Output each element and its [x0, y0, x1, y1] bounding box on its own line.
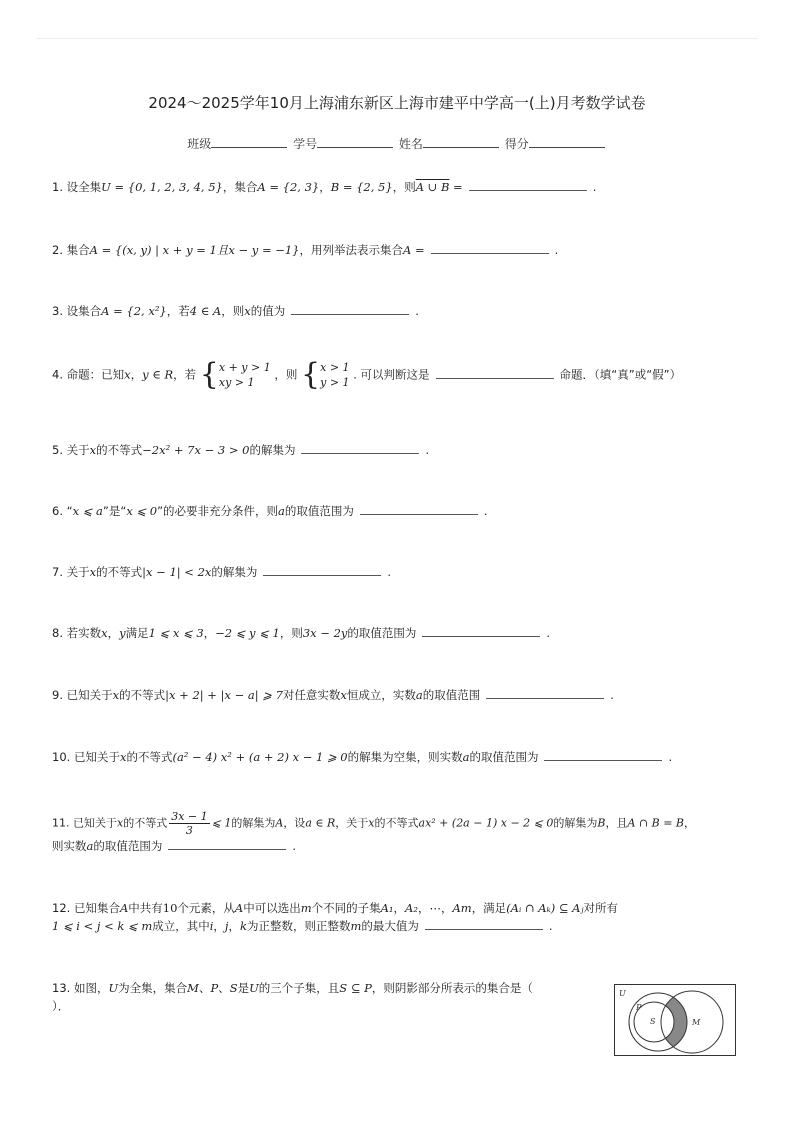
answer-blank-9[interactable]: [486, 686, 604, 699]
question-13-line-2: ）．: [52, 999, 70, 1013]
answer-blank-11[interactable]: [168, 837, 286, 850]
question-13: 13. 如图，U为全集，集合M、P、S是U的三个子集，且S ⊆ P，则阴影部分所表示的集合是（: [52, 981, 533, 995]
answer-blank-8[interactable]: [422, 624, 540, 637]
question-1: 1. 设全集U = {0, 1, 2, 3, 4, 5}，集合A = {2, 3}，B = {2, 5}，则A ∪ B = .: [52, 180, 597, 194]
answer-blank-12[interactable]: [425, 917, 543, 930]
answer-blank-6[interactable]: [360, 502, 478, 515]
question-12-line-2: 1 ⩽ i < j < k ⩽ m成立，其中i，j，k为正整数，则正整数m的最大值为 .: [52, 919, 553, 933]
class-blank: [211, 135, 287, 148]
question-7: 7. 关于x的不等式|x − 1| < 2x的解集为 .: [52, 565, 392, 579]
score-label: 得分: [504, 137, 529, 151]
name-blank: [423, 135, 499, 148]
answer-blank-3[interactable]: [291, 302, 409, 315]
venn-label-s: S: [650, 1017, 656, 1026]
question-11-line-2: 则实数a的取值范围为 .: [52, 839, 297, 853]
page-title: 2024～2025学年10月上海浦东新区上海市建平中学高一(上)月考数学试卷: [148, 94, 646, 112]
question-8: 8. 若实数x，y满足1 ⩽ x ⩽ 3，−2 ⩽ y ⩽ 1，则3x − 2y的取值范围为 .: [52, 626, 551, 640]
answer-blank-4[interactable]: [436, 366, 554, 379]
question-6: 6. “x ⩽ a”是“x ⩽ 0”的必要非充分条件，则a的取值范围为 .: [52, 504, 488, 518]
question-2: 2. 集合A = {(x, y) | x + y = 1且x − y = −1}，用列举法表示集合A = .: [52, 243, 559, 257]
condition-system-2: { x > 1 y > 1: [301, 357, 350, 392]
question-9: 9. 已知关于x的不等式|x + 2| + |x − a| ⩾ 7对任意实数x恒成立，实数a的取值范围 .: [52, 688, 614, 702]
answer-blank-7[interactable]: [263, 563, 381, 576]
venn-diagram: [614, 984, 736, 1056]
question-12: 12. 已知集合A中共有10个元素，从A中可以选出m个不同的子集A₁，A₂，⋯，Am，满足(Aᵢ ∩ Aₖ) ⊆ Aⱼ对所有: [52, 901, 619, 915]
class-label: 班级: [187, 137, 212, 151]
question-11: 11. 已知关于x的不等式 $\frac{3x - 1}{3}$ ⩽ 1的解集为A，设a ∈ R，关于x的不等式ax² + (2a − 1) x − 2 ⩽ 0的解集为B，且A ∩ B = B，: [52, 810, 695, 837]
student-info-line: [0, 135, 794, 152]
answer-blank-1[interactable]: [469, 178, 587, 191]
venn-label-u: U: [619, 989, 626, 998]
score-blank: [529, 135, 605, 148]
question-5: 5. 关于x的不等式−2x² + 7x − 3 > 0的解集为 .: [52, 443, 430, 457]
answer-blank-2[interactable]: [431, 241, 549, 254]
question-4: 4. 命题：已知x，y ∈ R，若 { x + y > 1 xy > 1 ，则 { x > 1 y > 1 . 可以判断这是 命题．（填“真”或“假”）: [52, 357, 682, 392]
question-10: 10. 已知关于x的不等式(a² − 4) x² + (a + 2) x − 1 ⩾ 0的解集为空集，则实数a的取值范围为 .: [52, 750, 673, 764]
id-blank: [317, 135, 393, 148]
name-label: 姓名: [398, 137, 423, 151]
id-label: 学号: [293, 137, 318, 151]
fraction: $\frac{3x - 1}{3}$: [171, 810, 208, 837]
answer-blank-10[interactable]: [544, 748, 662, 761]
answer-blank-5[interactable]: [301, 441, 419, 454]
question-3: 3. 设集合A = {2, x²}，若4 ∈ A，则x的值为 .: [52, 304, 419, 318]
top-divider: [36, 38, 758, 39]
venn-label-p: P: [636, 1003, 642, 1012]
venn-label-m: M: [692, 1018, 701, 1027]
condition-system-1: { x + y > 1 xy > 1: [199, 357, 271, 392]
